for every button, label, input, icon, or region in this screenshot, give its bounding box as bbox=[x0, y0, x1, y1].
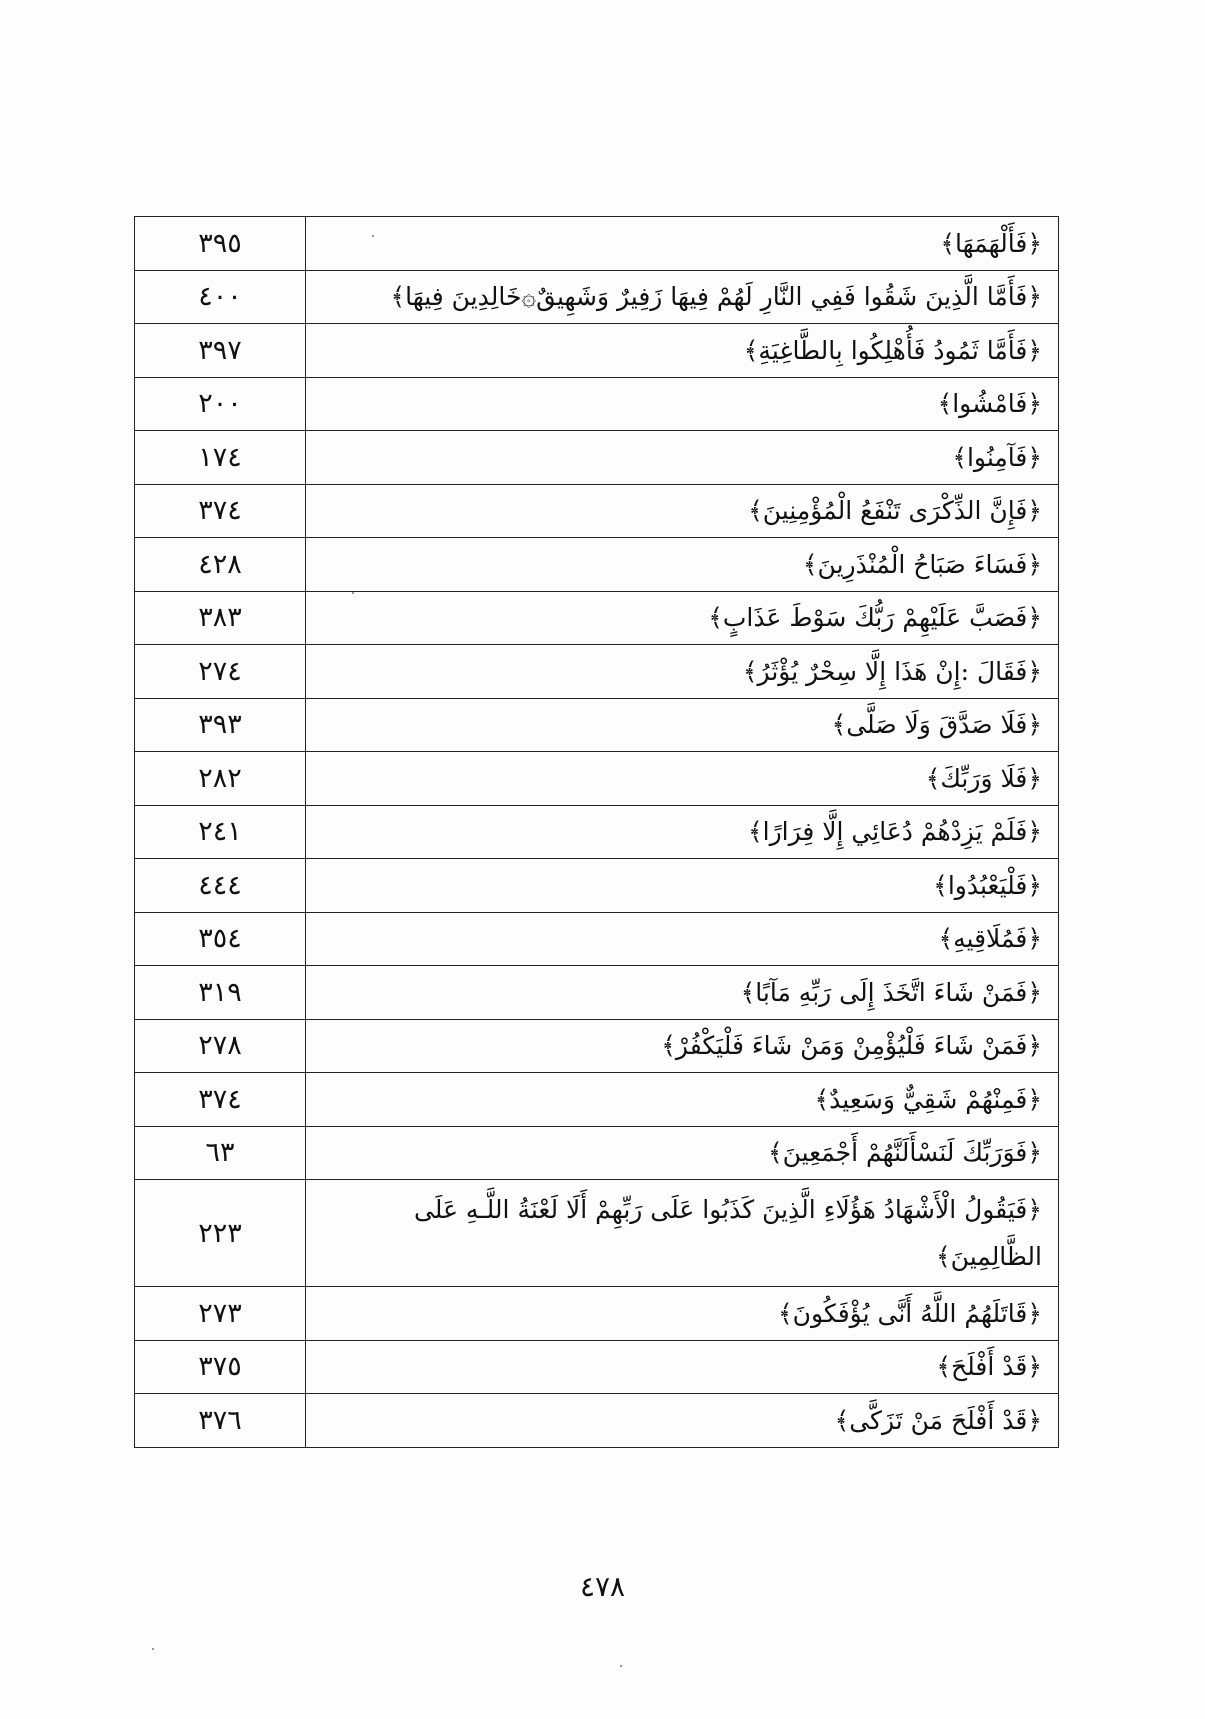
verse-cell: ﴿فَوَرَبِّكَ لَنَسْأَلَنَّهُمْ أَجْمَعِينَ﴾ bbox=[306, 1126, 1059, 1180]
page-reference-cell: ٢٧٣ bbox=[135, 1287, 306, 1341]
verse-cell: ﴿فَأَمَّا ثَمُودُ فَأُهْلِكُوا بِالطَّاغِيَةِ﴾ bbox=[306, 324, 1059, 378]
table-row bbox=[135, 431, 1059, 485]
table-row bbox=[135, 377, 1059, 431]
table-row bbox=[135, 859, 1059, 913]
table-row bbox=[135, 1340, 1059, 1394]
page-reference-cell: ٢٧٨ bbox=[135, 1019, 306, 1073]
page-reference-cell: ٣٩٣ bbox=[135, 698, 306, 752]
page-reference-cell: ٢٠٠ bbox=[135, 377, 306, 431]
table-row bbox=[135, 484, 1059, 538]
page-reference-cell: ٣٧٤ bbox=[135, 1073, 306, 1127]
table-row bbox=[135, 217, 1059, 271]
table-row bbox=[135, 966, 1059, 1020]
verse-cell: ﴿فَمُلَاقِيهِ﴾ bbox=[306, 912, 1059, 966]
table-row bbox=[135, 805, 1059, 859]
verse-cell: ﴿فَآمِنُوا﴾ bbox=[306, 431, 1059, 485]
scan-speck bbox=[152, 1648, 154, 1650]
page-number: ٤٧٨ bbox=[579, 1570, 626, 1603]
scan-speck bbox=[372, 235, 374, 237]
scan-speck bbox=[352, 592, 354, 594]
verse-cell: ﴿فَصَبَّ عَلَيْهِمْ رَبُّكَ سَوْطَ عَذَابٍ﴾ bbox=[306, 591, 1059, 645]
verse-cell: ﴿فَقَالَ :إِنْ هَذَا إِلَّا سِحْرٌ يُؤْثَرُ﴾ bbox=[306, 645, 1059, 699]
verse-cell: ﴿فَإِنَّ الذِّكْرَى تَنْفَعُ الْمُؤْمِنِينَ﴾ bbox=[306, 484, 1059, 538]
verse-cell: ﴿فَمَنْ شَاءَ اتَّخَذَ إِلَى رَبِّهِ مَآبًا﴾ bbox=[306, 966, 1059, 1020]
page-reference-cell: ٣٩٥ bbox=[135, 217, 306, 271]
scan-speck bbox=[620, 1665, 622, 1667]
verse-cell: ﴿فَلَمْ يَزِدْهُمْ دُعَائِي إِلَّا فِرَارًا﴾ bbox=[306, 805, 1059, 859]
table-row bbox=[135, 698, 1059, 752]
page-reference-cell: ٦٣ bbox=[135, 1126, 306, 1180]
page-reference-cell: ٤٢٨ bbox=[135, 538, 306, 592]
page-reference-cell: ٤٠٠ bbox=[135, 270, 306, 324]
table-row bbox=[135, 324, 1059, 378]
verse-cell: ﴿قَدْ أَفْلَحَ﴾ bbox=[306, 1340, 1059, 1394]
page-reference-cell: ٣٧٥ bbox=[135, 1340, 306, 1394]
page-reference-cell: ٣٩٧ bbox=[135, 324, 306, 378]
verse-cell: ﴿فَمَنْ شَاءَ فَلْيُؤْمِنْ وَمَنْ شَاءَ فَلْيَكْفُرْ﴾ bbox=[306, 1019, 1059, 1073]
table-row bbox=[135, 1019, 1059, 1073]
page-reference-cell: ١٧٤ bbox=[135, 431, 306, 485]
table-row bbox=[135, 270, 1059, 324]
table-row bbox=[135, 1287, 1059, 1341]
verse-cell: ﴿قَاتَلَهُمُ اللَّهُ أَنَّى يُؤْفَكُونَ﴾ bbox=[306, 1287, 1059, 1341]
table-row bbox=[135, 1073, 1059, 1127]
verse-cell: ﴿فَمِنْهُمْ شَقِيٌّ وَسَعِيدٌ﴾ bbox=[306, 1073, 1059, 1127]
page-reference-cell: ٣٧٦ bbox=[135, 1394, 306, 1448]
verse-cell: ﴿فَسَاءَ صَبَاحُ الْمُنْذَرِينَ﴾ bbox=[306, 538, 1059, 592]
page-reference-cell: ٣٥٤ bbox=[135, 912, 306, 966]
table-row bbox=[135, 752, 1059, 806]
table-row bbox=[135, 1180, 1059, 1287]
verse-cell: ﴿فَلَا صَدَّقَ وَلَا صَلَّى﴾ bbox=[306, 698, 1059, 752]
table-row bbox=[135, 591, 1059, 645]
verse-cell: ﴿فَأَمَّا الَّذِينَ شَقُوا فَفِي النَّارِ لَهُمْ فِيهَا زَفِيرٌ وَشَهِيقٌ۞خَالِدِينَ فِيهَا﴾ bbox=[306, 270, 1059, 324]
page-reference-cell: ٣١٩ bbox=[135, 966, 306, 1020]
page-reference-cell: ٤٤٤ bbox=[135, 859, 306, 913]
table-row bbox=[135, 645, 1059, 699]
verse-cell: ﴿فَامْشُوا﴾ bbox=[306, 377, 1059, 431]
table-row bbox=[135, 1126, 1059, 1180]
verse-cell: ﴿فَلَا وَرَبِّكَ﴾ bbox=[306, 752, 1059, 806]
table-row bbox=[135, 912, 1059, 966]
verse-cell: ﴿قَدْ أَفْلَحَ مَنْ تَزَكَّى﴾ bbox=[306, 1394, 1059, 1448]
page-reference-cell: ٣٧٤ bbox=[135, 484, 306, 538]
table-row bbox=[135, 538, 1059, 592]
table-body bbox=[135, 217, 1059, 1448]
page-reference-cell: ٢٢٣ bbox=[135, 1180, 306, 1287]
page-reference-cell: ٢٤١ bbox=[135, 805, 306, 859]
verse-cell: ﴿فَلْيَعْبُدُوا﴾ bbox=[306, 859, 1059, 913]
verse-cell: ﴿فَأَلْهَمَهَا﴾ bbox=[306, 217, 1059, 271]
page-reference-cell: ٢٧٤ bbox=[135, 645, 306, 699]
table-row bbox=[135, 1394, 1059, 1448]
page-reference-cell: ٢٨٢ bbox=[135, 752, 306, 806]
verse-index-table bbox=[134, 216, 1059, 1448]
verse-cell: ﴿فَيَقُولُ الْأَشْهَادُ هَؤُلَاءِ الَّذِينَ كَذَبُوا عَلَى رَبِّهِمْ أَلَا لَعْنَةُ اللَّـهِ عَلَى الظَّالِمِينَ﴾ bbox=[306, 1180, 1059, 1287]
page-reference-cell: ٣٨٣ bbox=[135, 591, 306, 645]
